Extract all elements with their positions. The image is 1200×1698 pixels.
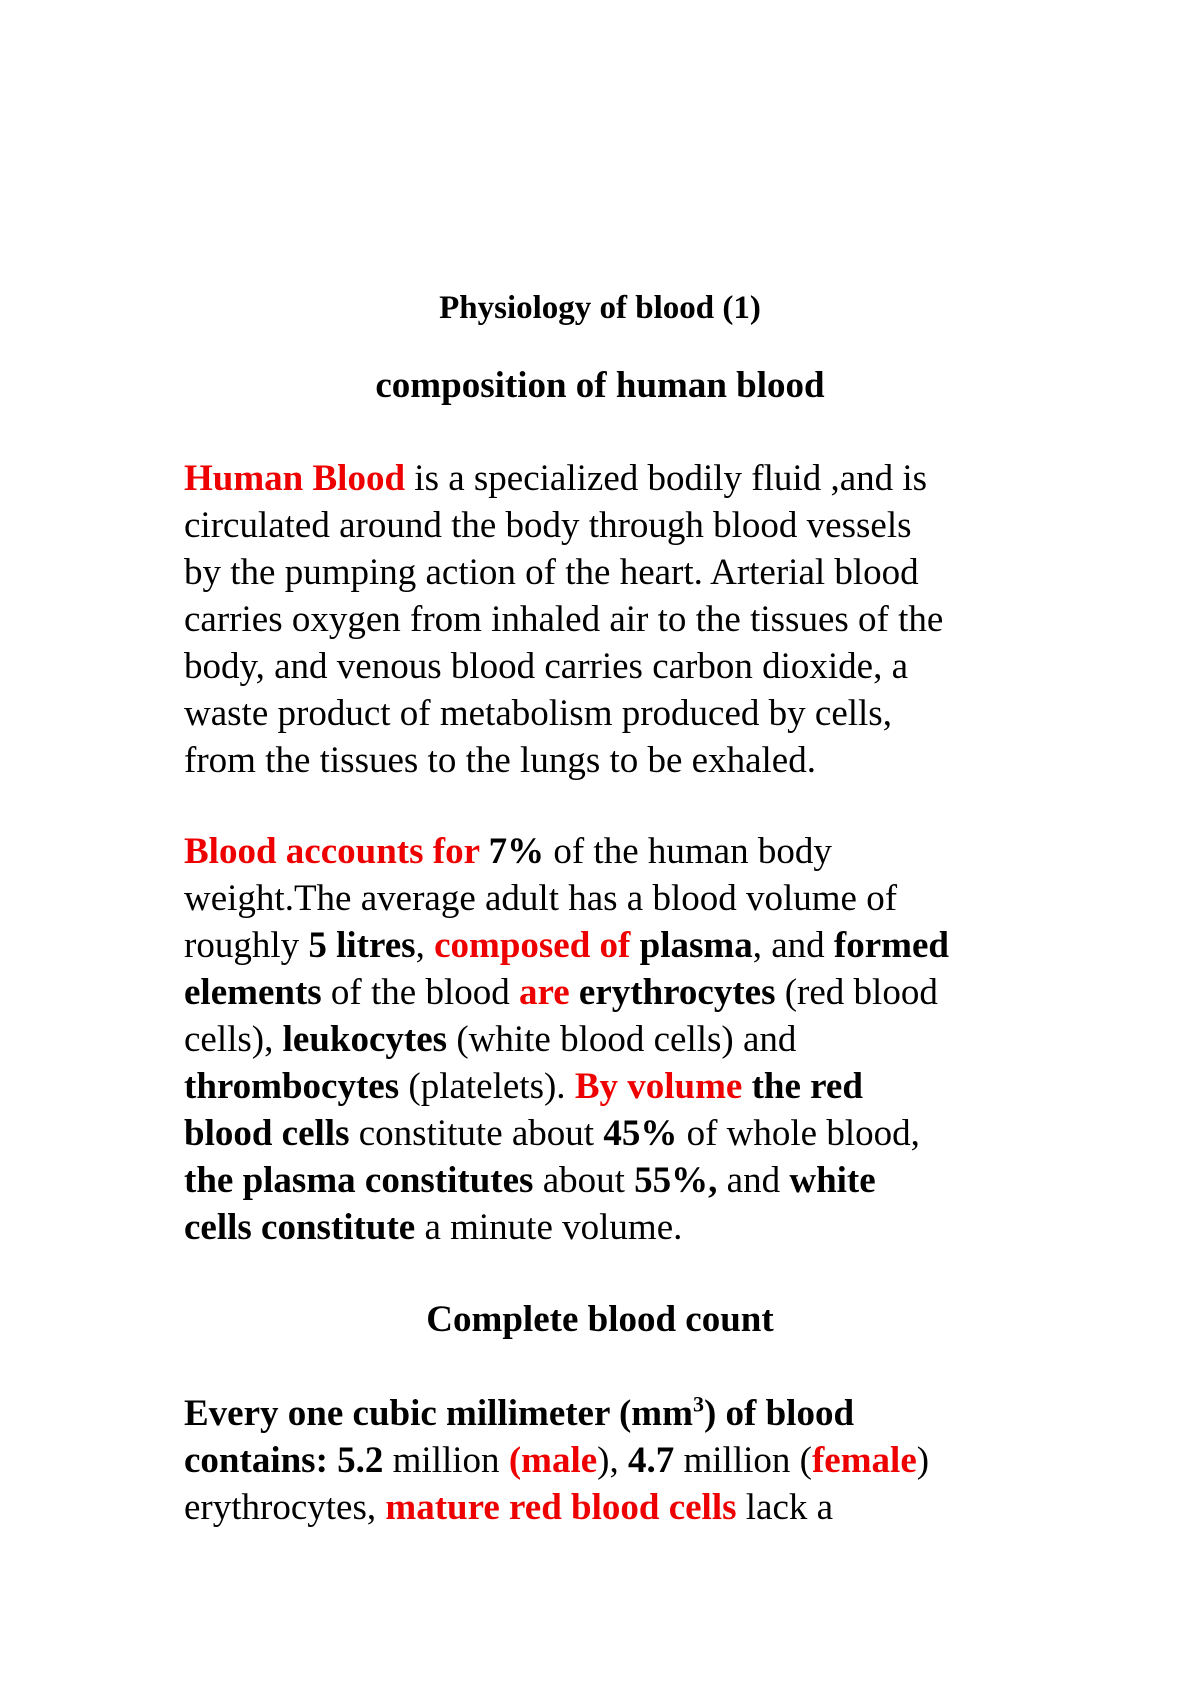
text-line — [184, 1390, 1064, 1437]
body-text: about — [533, 1160, 635, 1201]
body-text: , and — [752, 925, 834, 966]
text-line: carries oxygen from inhaled air to the tissues of the — [184, 599, 944, 640]
highlight-text: Human Blood — [184, 458, 406, 499]
paragraph-blood-count — [184, 1390, 1064, 1531]
bold-text: white — [789, 1160, 876, 1201]
body-text: (red blood — [775, 972, 938, 1013]
body-text: and — [717, 1160, 790, 1201]
body-text: is a specialized bodily fluid ,and is — [405, 458, 928, 499]
bold-text: formed — [833, 925, 949, 966]
body-text — [570, 972, 579, 1013]
bold-text: elements — [184, 972, 322, 1013]
text-line: by the pumping action of the heart. Arterial blood — [184, 552, 919, 593]
body-text: cells), — [184, 1019, 283, 1060]
text-line — [184, 969, 1064, 1016]
highlight-text: By volume — [574, 1066, 743, 1107]
paragraph-blood-definition — [184, 455, 1064, 784]
text-line — [184, 1437, 1064, 1484]
text-line — [184, 1484, 1064, 1531]
highlight-text: are — [518, 972, 570, 1013]
bold-text: 55%, — [634, 1160, 718, 1201]
paragraph-blood-volume — [184, 828, 1064, 1251]
bold-text: leukocytes — [282, 1019, 448, 1060]
bold-text: 5 litres — [308, 925, 416, 966]
highlight-text: Blood accounts for — [184, 831, 480, 872]
text-line — [184, 1063, 1064, 1110]
highlight-text: composed of — [434, 925, 631, 966]
text-line: body, and venous blood carries carbon dioxide, a — [184, 646, 909, 687]
superscript: 3 — [692, 1391, 704, 1417]
bold-text: cells constitute — [184, 1207, 416, 1248]
bold-text: erythrocytes — [578, 972, 776, 1013]
bold-text: 7% — [479, 831, 545, 872]
body-text: ), — [597, 1440, 628, 1481]
document-title: Physiology of blood (1) — [439, 290, 761, 326]
bold-text: plasma — [639, 925, 753, 966]
highlight-text: mature red blood cells — [385, 1487, 737, 1528]
text-line — [184, 828, 1064, 875]
text-line — [184, 922, 1064, 969]
body-text: (white blood cells) and — [447, 1019, 797, 1060]
text-line: weight.The average adult has a blood volume of — [184, 878, 898, 919]
text-line — [184, 1016, 1064, 1063]
body-text: of whole blood, — [677, 1113, 920, 1154]
bold-text: contains: 5.2 — [184, 1440, 384, 1481]
highlight-text: female — [811, 1440, 917, 1481]
body-text: ) — [916, 1440, 930, 1481]
bold-text: Every one cubic millimeter (mm — [184, 1393, 693, 1434]
bold-text: thrombocytes — [184, 1066, 400, 1107]
text-line: from the tissues to the lungs to be exhaled. — [184, 740, 816, 781]
body-text: of the human body — [544, 831, 832, 872]
body-text: , — [415, 925, 435, 966]
body-text: lack a — [736, 1487, 834, 1528]
body-text: million ( — [674, 1440, 812, 1481]
body-text — [630, 925, 639, 966]
bold-text: 4.7 — [628, 1440, 675, 1481]
body-text: million — [383, 1440, 509, 1481]
bold-text: blood cells — [184, 1113, 350, 1154]
text-line — [184, 1110, 1064, 1157]
bold-text: the plasma constitutes — [184, 1160, 534, 1201]
highlight-text: (male — [508, 1440, 598, 1481]
text-line — [184, 1157, 1064, 1204]
body-text: (platelets). — [399, 1066, 575, 1107]
text-line: waste product of metabolism produced by cells, — [184, 693, 892, 734]
text-line: circulated around the body through blood vessels — [184, 505, 912, 546]
text-line — [184, 1204, 1064, 1251]
body-text: erythrocytes, — [184, 1487, 386, 1528]
section-heading: Complete blood count — [426, 1299, 774, 1340]
document-subtitle: composition of human blood — [375, 365, 825, 406]
body-text: a minute volume. — [415, 1207, 683, 1248]
body-text: roughly — [184, 925, 309, 966]
text-line — [184, 455, 1064, 502]
body-text: constitute about — [349, 1113, 604, 1154]
bold-text: 45% — [603, 1113, 678, 1154]
body-text: of the blood — [321, 972, 519, 1013]
bold-text: the red — [742, 1066, 863, 1107]
bold-text: ) of blood — [703, 1393, 855, 1434]
